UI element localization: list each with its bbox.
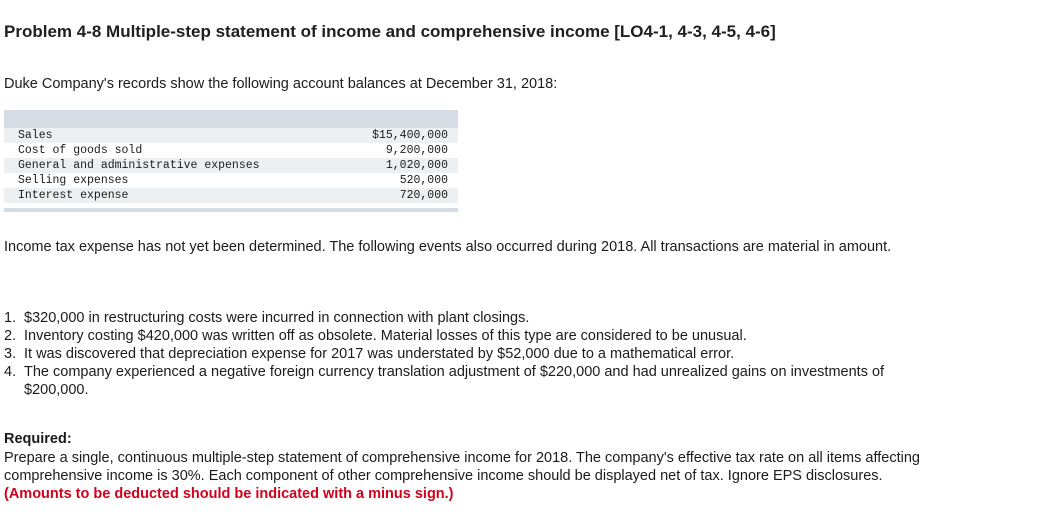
events-intro-text: Income tax expense has not yet been determined. The following events also occurred during 2018. All transactions are material in amount. [4, 239, 892, 255]
list-item [4, 363, 904, 399]
account-balances-table [4, 110, 458, 212]
account-amount: 520,000 [399, 174, 448, 187]
account-label: Interest expense [18, 189, 129, 202]
account-label: Cost of goods sold [18, 144, 143, 157]
table-row [4, 143, 458, 158]
minus-sign-note: (Amounts to be deducted should be indicated with a minus sign.) [4, 486, 454, 502]
required-body: Prepare a single, continuous multiple-step statement of comprehensive income for 2018. The company's effective tax rate on all items affecting comprehensive income is 30%. Each component of other comprehensive income should be displayed net of tax. Ignore EPS disclosures. [4, 450, 920, 484]
table-row [4, 188, 458, 203]
account-label: General and administrative expenses [18, 159, 260, 172]
table-row [4, 173, 458, 188]
list-item-number: 3. [4, 346, 17, 362]
account-label: Selling expenses [18, 174, 129, 187]
required-instructions [4, 449, 954, 503]
problem-title: Problem 4-8 Multiple-step statement of income and comprehensive income [LO4-1, 4-3, 4-5, 4-6] [4, 22, 776, 41]
account-amount: $15,400,000 [372, 129, 448, 142]
list-item [4, 309, 904, 327]
account-label: Sales [18, 129, 53, 142]
list-item [4, 345, 904, 363]
list-item-text: $320,000 in restructuring costs were incurred in connection with plant closings. [24, 310, 530, 326]
list-item-number: 1. [4, 310, 17, 326]
list-item-text: The company experienced a negative foreign currency translation adjustment of $220,000 and had unrealized gains on investments of $200,000. [24, 364, 885, 398]
account-amount: 720,000 [399, 189, 448, 202]
list-item [4, 327, 904, 345]
required-heading: Required: [4, 431, 72, 447]
list-item-text: Inventory costing $420,000 was written off as obsolete. Material losses of this type are considered to be unusual. [24, 328, 747, 344]
account-amount: 9,200,000 [385, 144, 448, 157]
table-header-band [4, 114, 458, 128]
table-row [4, 128, 458, 143]
table-row [4, 158, 458, 173]
list-item-number: 2. [4, 328, 17, 344]
intro-text: Duke Company's records show the following account balances at December 31, 2018: [4, 76, 558, 92]
account-amount: 1,020,000 [385, 159, 448, 172]
list-item-number: 4. [4, 364, 17, 380]
events-list [4, 309, 904, 399]
list-item-text: It was discovered that depreciation expense for 2017 was understated by $52,000 due to a mathematical error. [24, 346, 735, 362]
